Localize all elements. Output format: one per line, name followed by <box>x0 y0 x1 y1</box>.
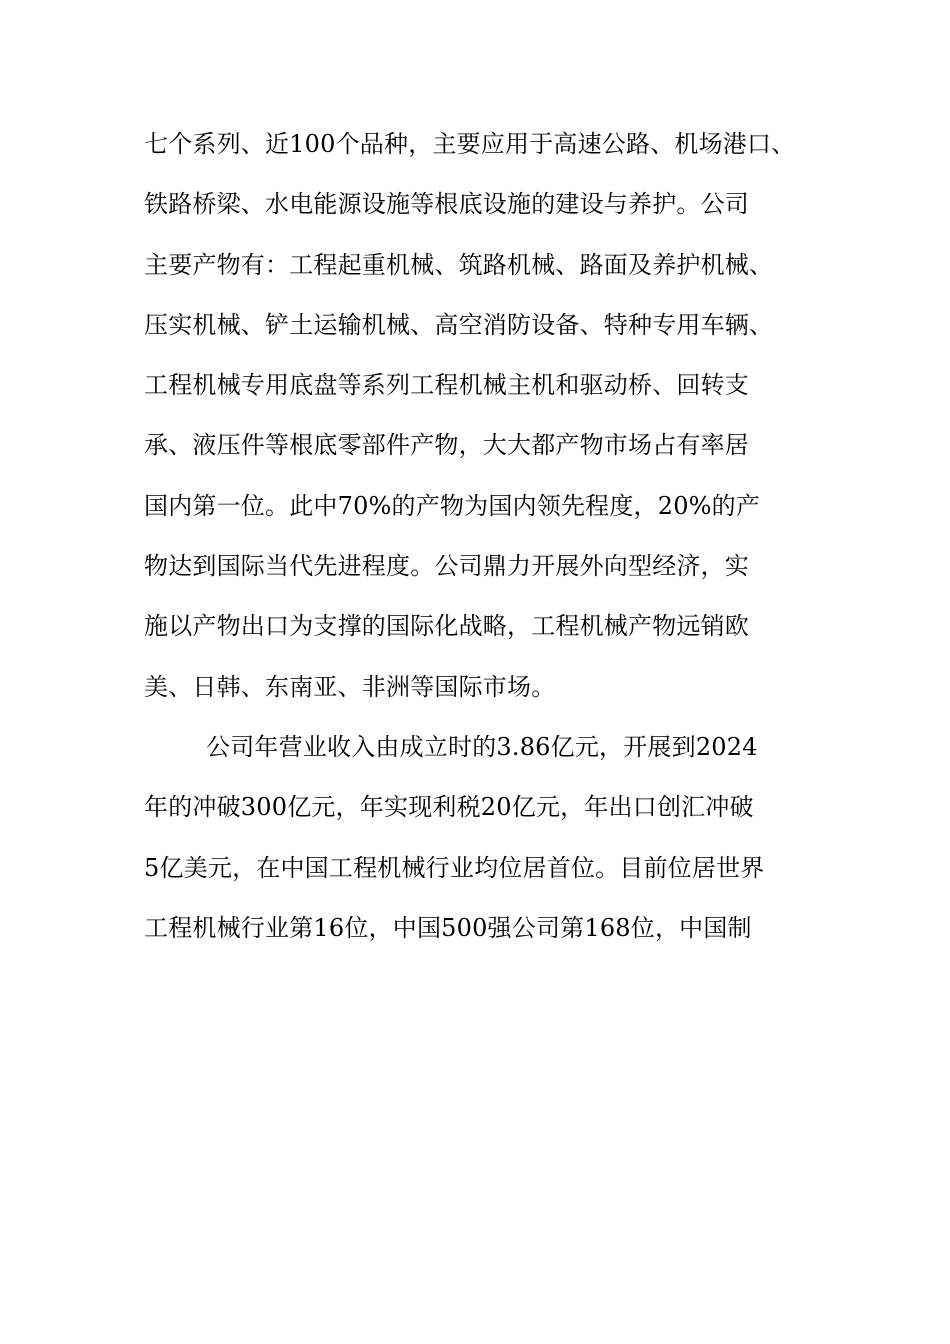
text-line: 七个系列、近100个品种，主要应用于高速公路、机场港口、 <box>144 130 796 158</box>
text-line: 物达到国际当代先进程度。公司鼎力开展外向型经济，实 <box>144 552 749 581</box>
text-line: 工程机械专用底盘等系列工程机械主机和驱动桥、回转支 <box>144 371 749 400</box>
text-line: 5亿美元，在中国工程机械行业均位居首位。目前位居世界 <box>144 853 765 882</box>
text-line: 承、液压件等根底零部件产物，大大都产物市场占有率居 <box>144 431 749 460</box>
text-line: 主要产物有：工程起重机械、筑路机械、路面及养护机械、 <box>144 250 774 279</box>
text-line: 铁路桥梁、水电能源设施等根底设施的建设与养护。公司 <box>144 190 749 219</box>
text-line: 施以产物出口为支撑的国际化战略，工程机械产物远销欧 <box>144 612 749 641</box>
text-line: 美、日韩、东南亚、非洲等国际市场。 <box>144 672 556 701</box>
text-line: 年的冲破300亿元，年实现利税20亿元，年出口创汇冲破 <box>144 793 754 822</box>
text-line: 压实机械、铲土运输机械、高空消防设备、特种专用车辆、 <box>144 310 774 339</box>
body-text <box>144 114 834 958</box>
text-line: 工程机械行业第16位，中国500强公司第168位，中国制 <box>144 913 752 942</box>
paragraph-start-line: 公司年营业收入由成立时的3.86亿元，开展到2024 <box>206 732 758 761</box>
text-line: 国内第一位。此中70%的产物为国内领先程度，20%的产 <box>144 491 761 520</box>
